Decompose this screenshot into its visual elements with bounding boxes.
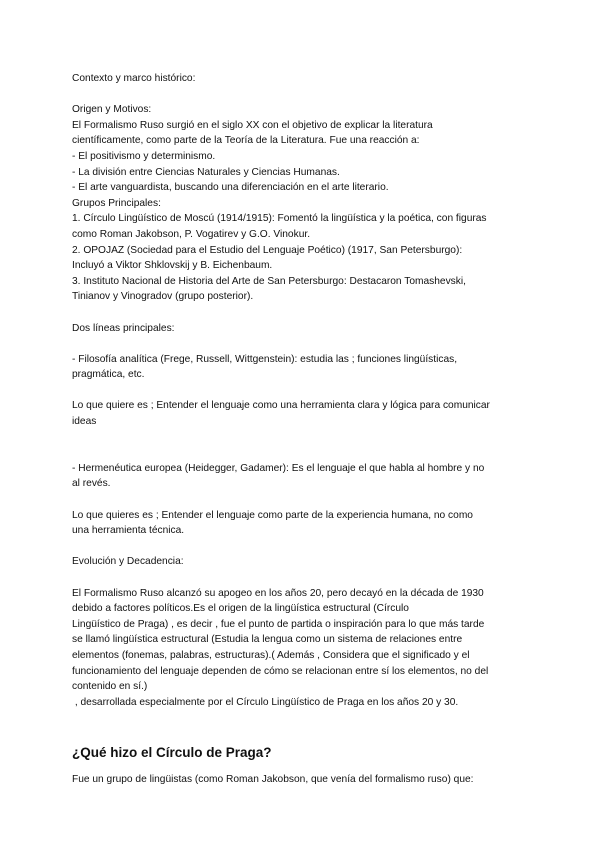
- list-item: 2. OPOJAZ (Sociedad para el Estudio del Lenguaje Poético) (1917, San Petersburgo):: [72, 244, 463, 256]
- text-line: se llamó lingüística estructural (Estudia la lengua como un sistema de relaciones entre: [72, 634, 463, 646]
- section-title-evolucion: Evolución y Decadencia:: [72, 556, 184, 568]
- text-line: Lo que quieres es ; Entender el lenguaje como parte de la experiencia humana, no como: [72, 509, 473, 521]
- text-line: elementos (fonemas, palabras, estructuras).( Además , Considera que el significado y el: [72, 649, 470, 661]
- text-line: científicamente, como parte de la Teoría de la Literatura. Fue una reacción a:: [72, 135, 420, 147]
- text-line: Fue un grupo de lingüistas (como Roman Jakobson, que venía del formalismo ruso) que:: [72, 773, 474, 785]
- section-title-origen: Origen y Motivos:: [72, 104, 152, 116]
- section-title-lineas: Dos líneas principales:: [72, 322, 175, 334]
- blank-line: [72, 430, 542, 446]
- blank-line: [72, 492, 542, 508]
- list-item: - El positivismo y determinismo.: [72, 150, 216, 162]
- text-line: - Hermenéutica europea (Heidegger, Gadamer): Es el lenguaje el que habla al hombre y no: [72, 462, 485, 474]
- blank-line: [72, 305, 542, 321]
- text-line: El Formalismo Ruso surgió en el siglo XX con el objetivo de explicar la literatura: [72, 119, 433, 131]
- text-line: Incluyó a Viktor Shklovskij y B. Eichenbaum.: [72, 260, 273, 272]
- text-line: El Formalismo Ruso alcanzó su apogeo en los años 20, pero decayó en la década de 1930: [72, 587, 484, 599]
- list-item: - El arte vanguardista, buscando una diferenciación en el arte literario.: [72, 182, 389, 194]
- text-line: ideas: [72, 416, 97, 428]
- blank-line: [72, 445, 542, 461]
- list-item: 3. Instituto Nacional de Historia del Arte de San Petersburgo: Destacaron Tomashevski,: [72, 275, 466, 287]
- text-line: Tinianov y Vinogradov (grupo posterior).: [72, 291, 254, 303]
- section-heading-praga: ¿Qué hizo el Círculo de Praga?: [72, 744, 272, 760]
- blank-line: [72, 87, 542, 103]
- text-line: contenido en sí.): [72, 681, 148, 693]
- text-line: una herramienta técnica.: [72, 525, 185, 537]
- text-line: pragmática, etc.: [72, 369, 145, 381]
- blank-line: [72, 726, 542, 742]
- text-line: Lingüístico de Praga) , es decir , fue el punto de partida o inspiración para lo que más tarde: [72, 618, 485, 630]
- text-line: al revés.: [72, 478, 111, 490]
- blank-line: [72, 570, 542, 586]
- section-title-grupos: Grupos Principales:: [72, 197, 161, 209]
- text-line: - Filosofía analítica (Frege, Russell, Wittgenstein): estudia las ; funciones lingüísticas,: [72, 353, 458, 365]
- blank-line: [72, 336, 542, 352]
- blank-line: [72, 539, 542, 555]
- text-line: , desarrollada especialmente por el Círculo Lingüístico de Praga en los años 20 y 30.: [72, 696, 459, 708]
- text-line: debido a factores políticos.Es el origen de la lingüística estructural (Círculo: [72, 603, 409, 615]
- text-line: Lo que quiere es ; Entender el lenguaje como una herramienta clara y lógica para comunicar: [72, 400, 490, 412]
- document-body: [72, 71, 542, 787]
- blank-line: [72, 710, 542, 726]
- list-item: 1. Círculo Lingüístico de Moscú (1914/1915): Fomentó la lingüística y la poética, con figuras: [72, 213, 487, 225]
- section-title-contexto: Contexto y marco histórico:: [72, 73, 196, 84]
- blank-line: [72, 383, 542, 399]
- text-line: como Roman Jakobson, P. Vogatirev y G.O. Vinokur.: [72, 228, 311, 240]
- text-line: funcionamiento del lenguaje dependen de cómo se relacionan entre sí los elementos, no del: [72, 665, 489, 677]
- list-item: - La división entre Ciencias Naturales y Ciencias Humanas.: [72, 166, 340, 178]
